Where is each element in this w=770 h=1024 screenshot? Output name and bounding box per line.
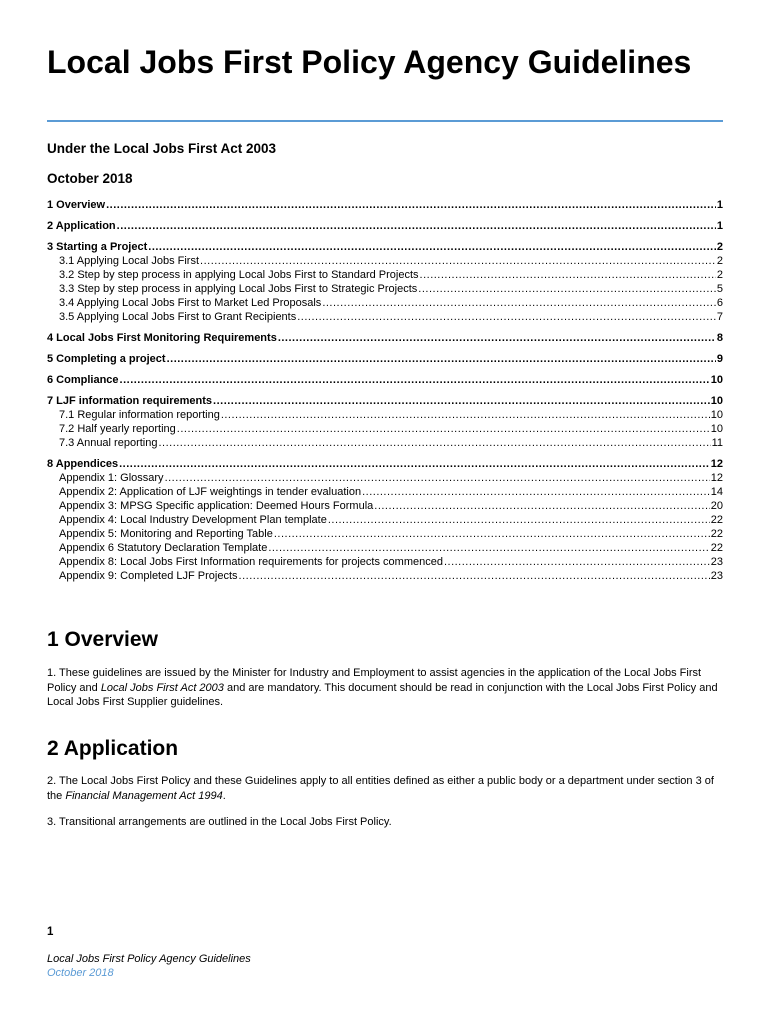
toc-entry[interactable]	[47, 219, 723, 233]
toc-leader-dots	[297, 310, 716, 324]
toc-entry[interactable]	[47, 436, 723, 450]
toc-entry[interactable]	[47, 555, 723, 569]
toc-entry-label[interactable]: 3.2 Step by step process in applying Local Jobs First to Standard Projects	[59, 269, 419, 281]
toc-entry-page: 22	[710, 514, 723, 526]
toc-entry-page: 7	[716, 311, 723, 323]
application-p2-text-b: .	[222, 789, 226, 802]
toc-entry-page: 6	[716, 297, 723, 309]
toc-leader-dots	[200, 254, 716, 268]
toc-leader-dots	[177, 422, 710, 436]
toc-entry[interactable]	[47, 541, 723, 555]
toc-entry-label[interactable]: Appendix 8: Local Jobs First Information requirements for projects commenced	[59, 556, 443, 568]
toc-entry-page: 22	[710, 528, 723, 540]
toc-entry[interactable]	[47, 457, 723, 471]
overview-p1-act-name: Local Jobs First Act 2003	[100, 681, 224, 694]
toc-entry-page: 11	[711, 437, 723, 449]
toc-leader-dots	[420, 268, 716, 282]
toc-entry-label[interactable]: Appendix 5: Monitoring and Reporting Table	[59, 528, 273, 540]
toc-leader-dots	[362, 485, 710, 499]
toc-entry-page: 14	[710, 486, 723, 498]
toc-entry-label[interactable]: 8 Appendices	[47, 458, 119, 470]
toc-entry-label[interactable]: Appendix 3: MPSG Specific application: Deemed Hours Formula	[59, 500, 374, 512]
toc-entry[interactable]	[47, 331, 723, 345]
toc-entry-label[interactable]: 6 Compliance	[47, 374, 119, 386]
toc-leader-dots	[322, 296, 716, 310]
toc-entry[interactable]	[47, 394, 723, 408]
toc-entry-page: 8	[716, 332, 723, 344]
toc-entry-page: 23	[710, 570, 723, 582]
toc-entry-page: 10	[710, 423, 723, 435]
footer-date: October 2018	[47, 967, 114, 979]
toc-leader-dots	[106, 198, 716, 212]
toc-leader-dots	[119, 457, 710, 471]
title-divider	[47, 120, 723, 122]
toc-entry[interactable]	[47, 268, 723, 282]
toc-leader-dots	[213, 394, 710, 408]
page-number: 1	[47, 926, 54, 938]
toc-leader-dots	[167, 352, 716, 366]
toc-entry-label[interactable]: 2 Application	[47, 220, 116, 232]
toc-entry[interactable]	[47, 240, 723, 254]
toc-leader-dots	[278, 331, 716, 345]
toc-entry-page: 10	[710, 395, 723, 407]
toc-entry-page: 20	[710, 500, 723, 512]
toc-entry-page: 5	[716, 283, 723, 295]
toc-entry-page: 10	[710, 409, 723, 421]
toc-entry-label[interactable]: 5 Completing a project	[47, 353, 166, 365]
toc-entry-label[interactable]: 3 Starting a Project	[47, 241, 148, 253]
section-heading-application: 2 Application	[47, 737, 179, 760]
toc-entry[interactable]	[47, 254, 723, 268]
toc-entry-page: 2	[716, 269, 723, 281]
toc-entry-page: 10	[710, 374, 723, 386]
overview-p1-text-a: 1. These guidelines are issued by the Minister for Industry and Employment to assist agencies in the application of the Local Jobs First Policy and	[47, 667, 702, 694]
toc-leader-dots	[418, 282, 716, 296]
toc-entry-page: 1	[716, 199, 723, 211]
application-p2-text-a: 2. The Local Jobs First Policy and these Guidelines apply to all entities defined as either a public body or a department under section 3 of the	[47, 775, 714, 802]
toc-entry[interactable]	[47, 282, 723, 296]
toc-entry-page: 12	[710, 472, 723, 484]
toc-entry-page: 1	[716, 220, 723, 232]
toc-entry[interactable]	[47, 527, 723, 541]
toc-entry-page: 22	[710, 542, 723, 554]
toc-leader-dots	[158, 436, 710, 450]
toc-entry-page: 2	[716, 241, 723, 253]
toc-entry-label[interactable]: 1 Overview	[47, 199, 106, 211]
toc-entry-label[interactable]: Appendix 2: Application of LJF weightings in tender evaluation	[59, 486, 362, 498]
toc-entry-label[interactable]: Appendix 1: Glossary	[59, 472, 164, 484]
toc-entry-label[interactable]: 7 LJF information requirements	[47, 395, 213, 407]
toc-entry-page: 9	[716, 353, 723, 365]
toc-leader-dots	[268, 541, 709, 555]
toc-entry-label[interactable]: Appendix 6 Statutory Declaration Template	[59, 542, 268, 554]
toc-entry[interactable]	[47, 296, 723, 310]
toc-entry-label[interactable]: 3.4 Applying Local Jobs First to Market Led Proposals	[59, 297, 322, 309]
toc-entry-page: 2	[716, 255, 723, 267]
toc-entry[interactable]	[47, 373, 723, 387]
toc-entry[interactable]	[47, 471, 723, 485]
toc-leader-dots	[239, 569, 710, 583]
document-date: October 2018	[47, 171, 133, 186]
toc-entry[interactable]	[47, 408, 723, 422]
application-paragraph-3: 3. Transitional arrangements are outlined in the Local Jobs First Policy.	[47, 816, 392, 828]
toc-entry-label[interactable]: Appendix 9: Completed LJF Projects	[59, 570, 238, 582]
toc-entry-label[interactable]: 7.2 Half yearly reporting	[59, 423, 176, 435]
toc-leader-dots	[117, 219, 716, 233]
toc-leader-dots	[120, 373, 710, 387]
application-paragraph-2	[47, 774, 723, 803]
toc-entry[interactable]	[47, 310, 723, 324]
toc-leader-dots	[328, 513, 710, 527]
footer-title: Local Jobs First Policy Agency Guidelines	[47, 953, 251, 965]
toc-entry[interactable]	[47, 198, 723, 212]
application-p2-act-name: Financial Management Act 1994	[65, 789, 223, 802]
toc-leader-dots	[374, 499, 709, 513]
toc-entry-page: 23	[710, 556, 723, 568]
toc-entry[interactable]	[47, 422, 723, 436]
toc-leader-dots	[274, 527, 710, 541]
toc-entry-label[interactable]: Appendix 4: Local Industry Development Plan template	[59, 514, 327, 526]
toc-entry-label[interactable]: 3.3 Step by step process in applying Local Jobs First to Strategic Projects	[59, 283, 418, 295]
toc-entry-label[interactable]: 3.1 Applying Local Jobs First	[59, 255, 200, 267]
overview-p1-text-b: and are mandatory. This document should be read in conjunction with the Local Jobs First Policy and Local Jobs First Supplier guidelines.	[47, 681, 718, 708]
overview-paragraph-1	[47, 666, 723, 710]
toc-entry[interactable]	[47, 513, 723, 527]
toc-entry-label[interactable]: 4 Local Jobs First Monitoring Requirements	[47, 332, 277, 344]
document-title: Local Jobs First Policy Agency Guidelines	[47, 44, 692, 80]
toc-leader-dots	[165, 471, 710, 485]
table-of-contents	[47, 198, 723, 583]
toc-leader-dots	[444, 555, 710, 569]
toc-leader-dots	[148, 240, 716, 254]
toc-entry[interactable]	[47, 485, 723, 499]
toc-entry-label[interactable]: 7.1 Regular information reporting	[59, 409, 220, 421]
toc-entry[interactable]	[47, 352, 723, 366]
toc-entry[interactable]	[47, 569, 723, 583]
toc-entry-label[interactable]: 3.5 Applying Local Jobs First to Grant Recipients	[59, 311, 297, 323]
toc-entry-label[interactable]: 7.3 Annual reporting	[59, 437, 158, 449]
document-subtitle: Under the Local Jobs First Act 2003	[47, 141, 277, 156]
section-heading-overview: 1 Overview	[47, 628, 158, 651]
toc-leader-dots	[221, 408, 710, 422]
toc-entry[interactable]	[47, 499, 723, 513]
toc-entry-page: 12	[710, 458, 723, 470]
